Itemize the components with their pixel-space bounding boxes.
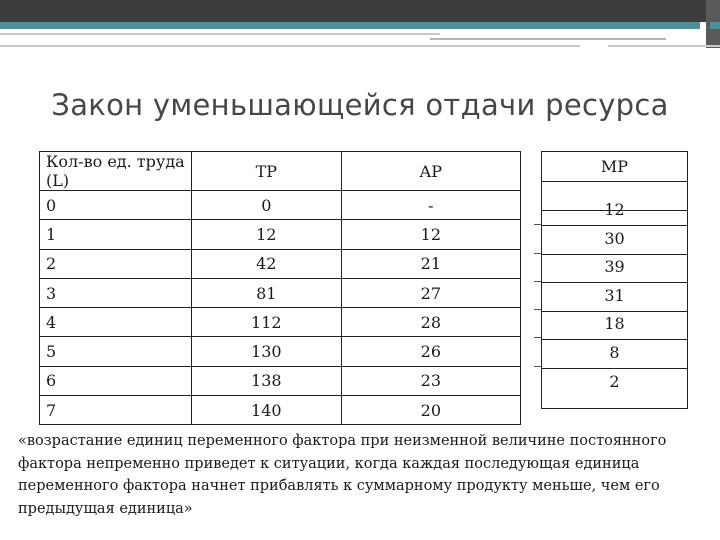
header-labor: Кол-во ед. труда (L) — [40, 152, 192, 191]
cell-tp: 12 — [191, 220, 341, 249]
row-marker — [534, 309, 541, 310]
quote-text: «возрастание единиц переменного фактора при неизменной величине постоянного фактора непременно приведет к ситуации, когда каждая последующая единица переменного фактора начнет прибавлять к суммарному продукту меньше, чем его предыдущая единица» — [18, 433, 667, 517]
cell-l: 0 — [40, 191, 192, 220]
mp-value: 39 — [542, 253, 687, 283]
decor-line — [0, 33, 440, 35]
table-row — [40, 249, 521, 278]
mp-value: 12 — [542, 196, 687, 226]
cell-ap: 28 — [341, 308, 520, 337]
cell-l: 7 — [40, 396, 192, 425]
cell-tp: 81 — [191, 278, 341, 307]
cell-tp: 112 — [191, 308, 341, 337]
slide-title: Закон уменьшающейся отдачи ресурса — [51, 88, 669, 122]
row-marker — [534, 337, 541, 338]
cell-l: 2 — [40, 249, 192, 278]
header-mp: MP — [542, 152, 687, 182]
cell-ap: 21 — [341, 249, 520, 278]
table-header-row — [40, 152, 521, 191]
cell-ap: 12 — [341, 220, 520, 249]
cell-tp: 130 — [191, 337, 341, 366]
decor-line — [0, 45, 580, 47]
table-row — [40, 220, 521, 249]
cell-ap: 20 — [341, 396, 520, 425]
header-bar-dark — [0, 0, 720, 22]
table-row — [40, 396, 521, 425]
row-marker — [534, 281, 541, 282]
cell-l: 1 — [40, 220, 192, 249]
mp-value: 18 — [542, 310, 687, 340]
cell-ap: - — [341, 191, 520, 220]
mp-value: 2 — [609, 372, 620, 391]
cell-l: 3 — [40, 278, 192, 307]
table-row — [40, 366, 521, 395]
mp-value: 8 — [542, 339, 687, 369]
mp-value: 30 — [542, 225, 687, 255]
table-row — [40, 308, 521, 337]
cell-ap: 23 — [341, 366, 520, 395]
table-row — [40, 337, 521, 366]
cell-l: 6 — [40, 366, 192, 395]
header-bar-teal — [0, 22, 700, 29]
cell-tp: 138 — [191, 366, 341, 395]
cell-ap: 27 — [341, 278, 520, 307]
row-marker — [534, 366, 541, 367]
cell-tp: 42 — [191, 249, 341, 278]
cell-tp: 0 — [191, 191, 341, 220]
cell-l: 5 — [40, 337, 192, 366]
cell-tp: 140 — [191, 396, 341, 425]
header-tp: TP — [191, 152, 341, 191]
mp-table — [541, 151, 688, 409]
production-table — [39, 151, 521, 425]
table-row — [40, 191, 521, 220]
decor-line — [608, 45, 720, 47]
table-row — [40, 278, 521, 307]
cell-l: 4 — [40, 308, 192, 337]
decor-line — [430, 38, 666, 40]
header-bar-teal-end — [710, 22, 720, 29]
header-ap: AP — [341, 152, 520, 191]
row-marker — [534, 253, 541, 254]
cell-ap: 26 — [341, 337, 520, 366]
row-marker — [534, 224, 541, 225]
mp-value: 31 — [542, 282, 687, 312]
